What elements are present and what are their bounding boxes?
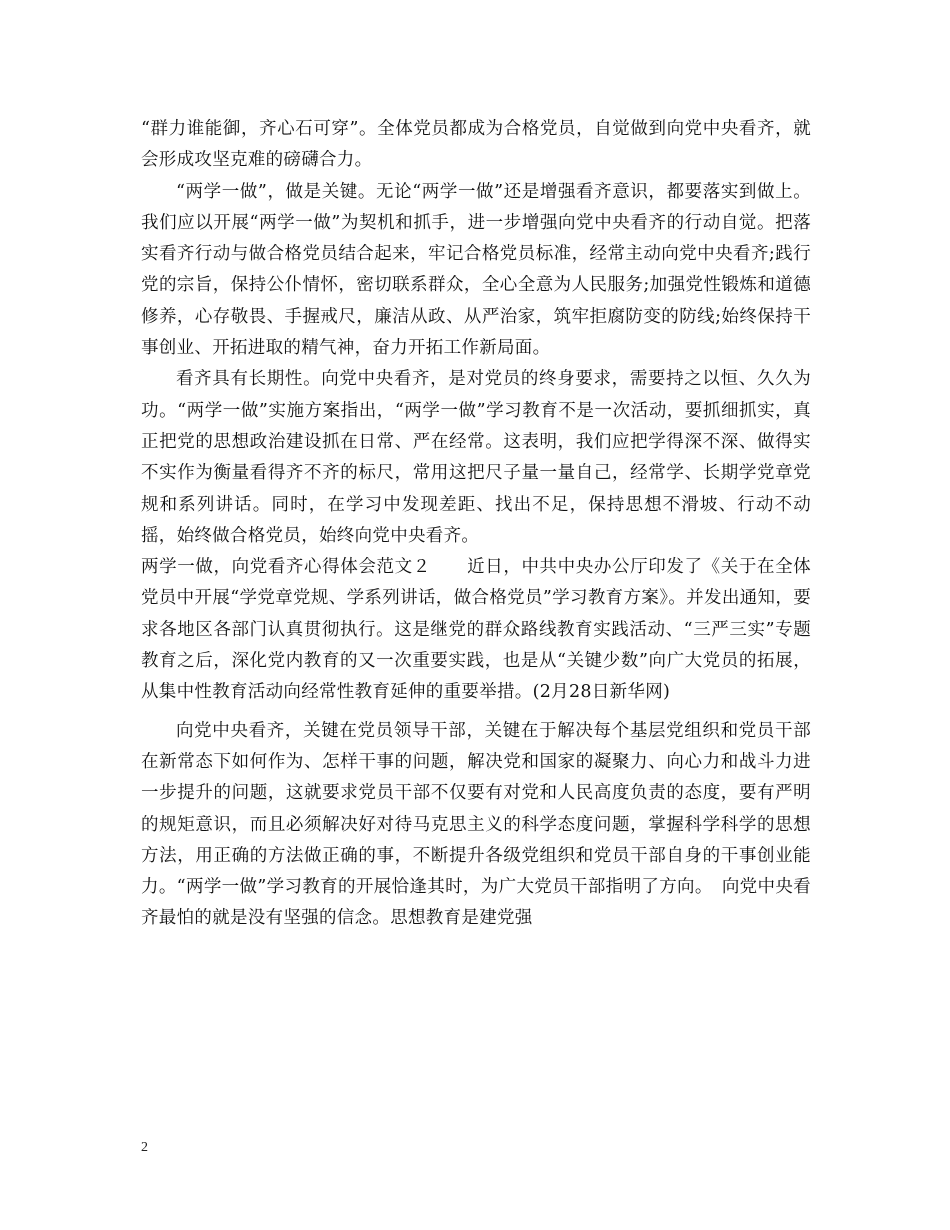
paragraph-2: “两学一做”，做是关键。无论“两学一做”还是增强看齐意识，都要落实到做上。我们应以开展“两学一做”为契机和抓手，进一步增强向党中央看齐的行动自觉。把落实看齐行动与做合格党员结合起来，牢记合格党员标准，经常主动向党中央看齐;践行党的宗旨，保持公仆情怀，密切联系群众，全心全意为人民服务;加强党性锻炼和道德修养，心存敬畏、手握戒尺，廉洁从政、从严治家，筑牢拒腐防变的防线;始终保持干事创业、开拓进取的精气神，奋力开拓工作新局面。 [141,181,811,359]
page-number: 2 [141,1140,148,1155]
paragraph-1: “群力谁能御，齐心石可穿”。全体党员都成为合格党员，自觉做到向党中央看齐，就会形成攻坚克难的磅礴合力。 [141,119,811,171]
paragraph-3: 看齐具有长期性。向党中央看齐，是对党员的终身要求，需要持之以恒、久久为功。“两学一做”实施方案指出，“两学一做”学习教育不是一次活动，要抓细抓实，真正把党的思想政治建设抓在日常、严在经常。这表明，我们应把学得深不深、做得实不实作为衡量看得齐不齐的标尺，常用这把尺子量一量自己，经常学、长期学党章党规和系列讲话。同时，在学习中发现差距、找出不足，保持思想不滑坡、行动不动摇，始终做合格党员，始终向党中央看齐。 [141,369,811,546]
paragraph-5: 向党中央看齐，关键在党员领导干部，关键在于解决每个基层党组织和党员干部在新常态下如何作为、怎样干事的问题，解决党和国家的凝聚力、向心力和战斗力进一步提升的问题，这就要求党员干部不仅要有对党和人民高度负责的态度，要有严明的规矩意识，而且必须解决好对待马克思主义的科学态度问题，掌握科学科学的思想方法，用正确的方法做正确的事，不断提升各级党组织和党员干部自身的干事创业能力。“两学一做”学习教育的开展恰逢其时，为广大党员干部指明了方向。 向党中央看齐最怕的就是没有坚强的信念。思想教育是建党强 [141,720,811,929]
paragraph-4-essay-heading: 两学一做，向党看齐心得体会范文２ 近日，中共中央办公厅印发了《关于在全体党员中开展“学党章党规、学系列讲话，做合格党员”学习教育方案》。并发出通知，要求各地区各部门认真贯彻执行。这是继党的群众路线教育实践活动、“三严三实”专题教育之后，深化党内教育的又一次重要实践，也是从“关键少数”向广大党员的拓展，从集中性教育活动向经常性教育延伸的重要举措。(2月28日新华网) [141,557,811,703]
document-body [141,114,811,935]
